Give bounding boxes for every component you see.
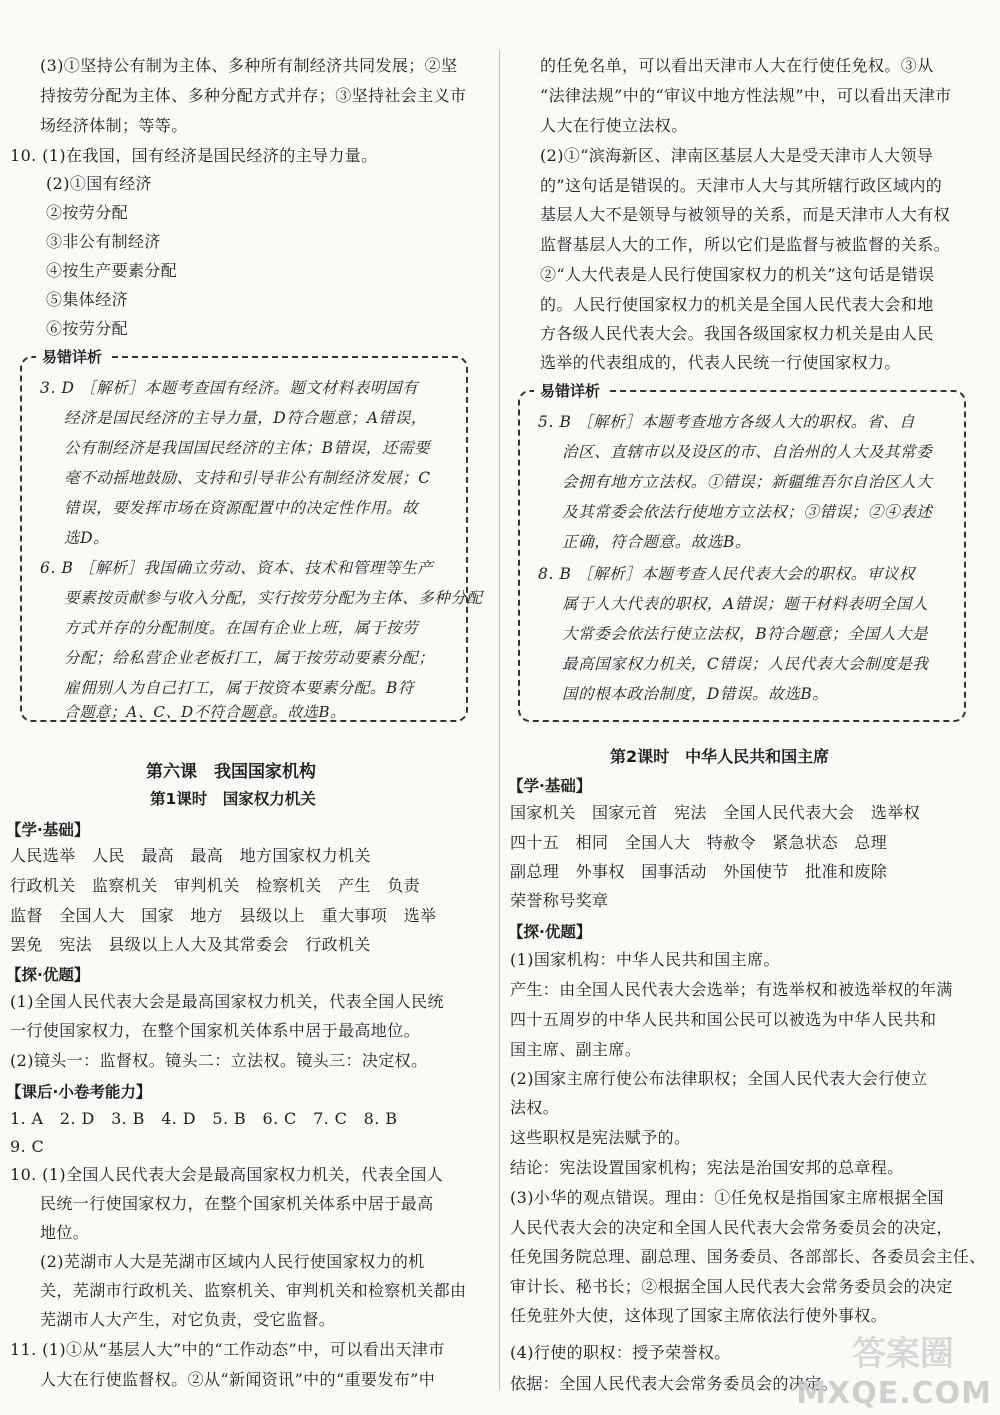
- text-line: (2)国家主席行使公布法律职权；全国人民代表大会行使立: [510, 1069, 928, 1088]
- analysis-line: 5. B ［解析］本题考查地方各级人大的职权。省、自: [538, 413, 916, 431]
- analysis-line: 3. D ［解析］本题考查国有经济。题文材料表明国有: [40, 379, 419, 397]
- text-line: 关，芜湖市行政机关、监察机关、审判机关和检察机关都由: [40, 1281, 467, 1300]
- period-title: 第1课时 国家权力机关: [150, 790, 316, 808]
- analysis-line: 雇佣别人为自己打工，属于按资本要素分配。B符: [64, 679, 415, 697]
- text-line: (1)全国人民代表大会是最高国家权力机关，代表全国人民统: [10, 992, 444, 1011]
- text-line: 人大在行使立法权。: [540, 116, 688, 135]
- text-line: 人民代表大会的决定和全国人民代表大会常务委员会的决定，: [510, 1218, 953, 1237]
- section-heading: 【探·优题】: [508, 923, 592, 941]
- watermark-logo: 答案圈: [852, 1334, 954, 1374]
- analysis-line: 要素按贡献参与收入分配，实行按劳分配为主体、多种分配: [64, 589, 483, 607]
- text-line: 选举的代表组成的，代表人民统一行使国家权力。: [540, 353, 901, 372]
- analysis-line: 方式并存的分配制度。在国有企业上班，属于按劳: [64, 619, 419, 637]
- text-line: (2)芜湖市人大是芜湖市区域内人民行使国家权力的机: [40, 1252, 425, 1271]
- box-label: 易错详析: [534, 380, 606, 401]
- text-line: 荣誉称号奖章: [510, 891, 609, 910]
- text-line: 行政机关 监察机关 审判机关 检察机关 产生 负责: [10, 876, 421, 895]
- analysis-line: 属于人大代表的职权，A错误；题干材料表明全国人: [562, 595, 928, 613]
- text-line: 四十五 相同 全国人大 特赦令 紧急状态 总理: [510, 833, 888, 852]
- analysis-line: 合题意；A、C、D不符合题意。故选B。: [64, 703, 346, 721]
- text-line: 依据：全国人民代表大会常务委员会的决定。: [510, 1374, 839, 1393]
- text-line: 国家机关 国家元首 宪法 全国人民代表大会 选举权: [510, 803, 921, 822]
- column-divider: [499, 50, 500, 1390]
- text-line: 审计长、秘书长；②根据全国人民代表大会常务委员会的决定: [510, 1277, 953, 1296]
- section-heading: 【学·基础】: [508, 777, 592, 795]
- analysis-line: 大常委会依法行使立法权，B符合题意；全国人大是: [562, 625, 929, 643]
- text-line: 人大在行使监督权。②从“新闻资讯”中的“重要发布”中: [40, 1370, 436, 1389]
- period-title: 第2课时 中华人民共和国主席: [610, 747, 830, 766]
- analysis-line: 错误，要发挥市场在资源配置中的决定性作用。故: [64, 499, 419, 517]
- text-line: 场经济体制；等等。: [40, 116, 188, 135]
- text-line: 法权。: [510, 1098, 560, 1117]
- analysis-line: 经济是国民经济的主导力量，D符合题意；A错误，: [64, 409, 427, 427]
- text-line: 11. (1)①从“基层人大”中的“工作动态”中，可以看出天津市: [10, 1340, 445, 1359]
- analysis-line: 会拥有地方立法权。①错误；新疆维吾尔自治区人大: [562, 473, 933, 491]
- text-line: 持按劳分配为主体、多种分配方式并存；③坚持社会主义市: [40, 86, 467, 105]
- analysis-line: 最高国家权力机关，C错误；人民代表大会制度是我: [562, 655, 929, 673]
- section-heading: 【探·优题】: [6, 966, 90, 984]
- section-heading: 【学·基础】: [6, 821, 90, 839]
- text-line: 的。人民行使国家权力的机关是全国人民代表大会和地: [540, 295, 934, 314]
- text-line: 的”这句话是错误的。天津市人大与其所辖行政区域内的: [540, 176, 943, 195]
- analysis-line: 正确，符合题意。故选B。: [562, 533, 752, 551]
- text-line: 这些职权是宪法赋予的。: [510, 1128, 691, 1147]
- text-line: 芜湖市人大产生，对它负责，受它监督。: [40, 1310, 336, 1329]
- answer-line: 9. C: [10, 1137, 45, 1156]
- text-line: (4)行使的职权：授予荣誉权。: [510, 1343, 731, 1362]
- text-line: 基层人大不是领导与被领导的关系，而是天津市人大有权: [540, 205, 951, 224]
- text-line: 监督 全国人大 国家 地方 县级以上 重大事项 选举: [10, 906, 437, 925]
- text-line: ②“人大代表是人民行使国家权力的机关”这句话是错误: [540, 265, 935, 284]
- text-line: ④按生产要素分配: [46, 261, 178, 280]
- text-line: (1)国家机构：中华人民共和国主席。: [510, 950, 780, 969]
- text-line: 方各级人民代表大会。我国各级国家权力机关是由人民: [540, 324, 934, 343]
- text-line: ②按劳分配: [46, 203, 129, 222]
- text-line: 民统一行使国家权力，在整个国家机关体系中居于最高: [40, 1194, 434, 1213]
- analysis-line: 公有制经济是我国国民经济的主体；B错误，还需要: [64, 439, 431, 457]
- section-heading: 【课后·小卷考能力】: [6, 1083, 152, 1101]
- analysis-line: 选D。: [64, 529, 110, 547]
- analysis-line: 毫不动摇地鼓励、支持和引导非公有制经济发展；C: [64, 469, 431, 487]
- text-line: 结论：宪法设置国家机构；宪法是治国安邦的总章程。: [510, 1158, 904, 1177]
- analysis-line: 国的根本政治制度，D错误。故选B。: [562, 685, 829, 703]
- text-line: (3)小华的观点错误。理由：①任免权是指国家主席根据全国: [510, 1188, 944, 1207]
- analysis-line: 8. B ［解析］本题考查人民代表大会的职权。审议权: [538, 565, 916, 583]
- text-line: (2)①国有经济: [46, 174, 152, 193]
- text-line: 监督基层人大的工作，所以它们是监督与被监督的关系。: [540, 235, 951, 254]
- error-analysis-box: [20, 348, 483, 722]
- lesson-title: 第六课 我国国家机构: [146, 762, 316, 782]
- analysis-line: 及其常委会依法行使地方立法权；③错误；②④表述: [562, 503, 933, 521]
- text-line: ⑥按劳分配: [46, 319, 129, 338]
- text-line: 10. (1)在我国，国有经济是国民经济的主导力量。: [10, 146, 378, 165]
- analysis-line: 分配；给私营企业老板打工，属于按劳动要素分配；: [64, 649, 435, 667]
- text-line: 任免国务院总理、副总理、国务委员、各部部长、各委员会主任、: [510, 1247, 986, 1266]
- error-analysis-box: [518, 382, 966, 722]
- text-line: ③非公有制经济: [46, 232, 161, 251]
- text-line: 罢免 宪法 县级以上人大及其常委会 行政机关: [10, 935, 371, 954]
- text-line: 产生：由全国人民代表大会选举；有选举权和被选举权的年满: [510, 980, 953, 999]
- analysis-line: 治区、直辖市以及设区的市、自治州的人大及其常委: [562, 443, 933, 461]
- text-line: 任免驻外大使，这体现了国家主席依法行使外事权。: [510, 1306, 888, 1325]
- text-line: “法律法规”中的“审议中地方性法规”中，可以看出天津市: [540, 86, 952, 105]
- answer-line: 1. A 2. D 3. B 4. D 5. B 6. C 7. C 8. B: [10, 1109, 398, 1128]
- analysis-line: 6. B ［解析］我国确立劳动、资本、技术和管理等生产: [40, 559, 434, 577]
- text-line: 一行使国家权力，在整个国家机关体系中居于最高地位。: [10, 1021, 421, 1040]
- box-label: 易错详析: [36, 346, 108, 367]
- text-line: 地位。: [40, 1223, 90, 1242]
- text-line: (2)镜头一：监督权。镜头二：立法权。镜头三：决定权。: [10, 1051, 428, 1070]
- text-line: (2)①“滨海新区、津南区基层人大是受天津市人大领导: [540, 146, 934, 165]
- text-line: 10. (1)全国人民代表大会是最高国家权力机关，代表全国人: [10, 1165, 444, 1184]
- text-line: ⑤集体经济: [46, 290, 129, 309]
- text-line: 副总理 外事权 国事活动 外国使节 批准和废除: [510, 862, 888, 881]
- text-line: 人民选举 人民 最高 最高 地方国家权力机关: [10, 846, 371, 865]
- text-line: 国主席、副主席。: [510, 1040, 642, 1059]
- text-line: 四十五周岁的中华人民共和国公民可以被选为中华人民共和: [510, 1010, 937, 1029]
- text-line: 的任免名单，可以看出天津市人大在行使任免权。③从: [540, 56, 934, 75]
- watermark-url: MXQE.COM: [796, 1376, 992, 1411]
- text-line: (3)①坚持公有制为主体、多种所有制经济共同发展；②坚: [40, 56, 458, 75]
